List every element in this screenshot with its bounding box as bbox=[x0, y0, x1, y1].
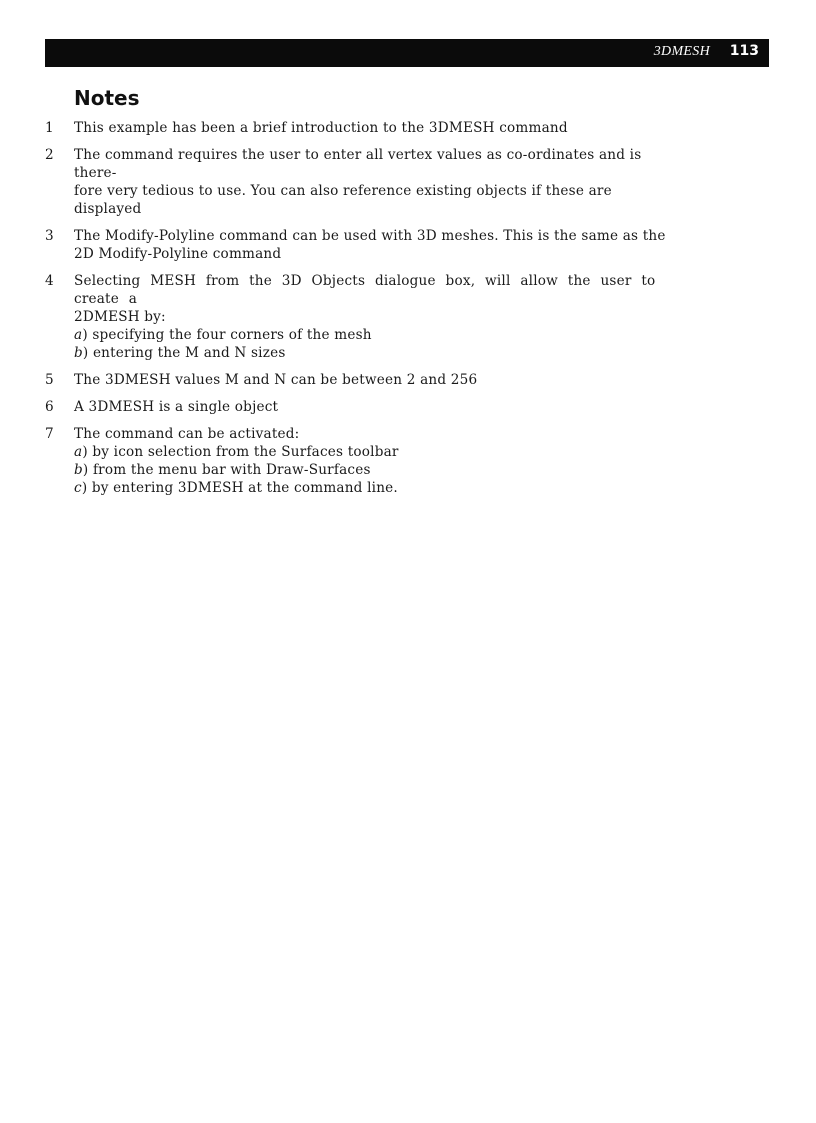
sub-item-text: from the menu bar with Draw-Surfaces bbox=[92, 462, 371, 478]
note-item-3 bbox=[45, 227, 668, 263]
notes-list bbox=[45, 119, 668, 506]
running-head: 3DMESH bbox=[653, 44, 710, 59]
note-text bbox=[74, 425, 668, 497]
note-text bbox=[74, 227, 668, 263]
sub-item: b) from the menu bar with Draw-Surfaces bbox=[74, 462, 371, 478]
note-text bbox=[74, 272, 668, 362]
note-line: The Modify-Polyline command can be used with 3D meshes. This is the same as the bbox=[74, 228, 666, 244]
page-number: 113 bbox=[729, 43, 759, 59]
sub-item-marker: b bbox=[74, 462, 83, 478]
sub-item-text: by icon selection from the Surfaces toolbar bbox=[92, 444, 399, 460]
sub-item-text: specifying the four corners of the mesh bbox=[92, 327, 372, 343]
note-item-1 bbox=[45, 119, 668, 137]
note-line: Selecting MESH from the 3D Objects dialogue box, will allow the user to create a bbox=[74, 273, 656, 307]
note-text: This example has been a brief introduction to the 3DMESH command bbox=[74, 120, 568, 136]
sub-item: b) entering the M and N sizes bbox=[74, 345, 286, 361]
sub-item: a) by icon selection from the Surfaces toolbar bbox=[74, 444, 399, 460]
note-line: 2DMESH by: bbox=[74, 309, 166, 325]
note-number: 4 bbox=[45, 273, 54, 289]
note-item-4 bbox=[45, 272, 668, 362]
note-text: A 3DMESH is a single object bbox=[74, 399, 279, 415]
note-number: 3 bbox=[45, 228, 54, 244]
note-text bbox=[74, 146, 668, 218]
sub-item-marker: b bbox=[74, 345, 83, 361]
sub-item-marker: c bbox=[74, 480, 82, 496]
note-number: 5 bbox=[45, 372, 54, 388]
sub-item-text: by entering 3DMESH at the command line. bbox=[91, 480, 398, 496]
note-number: 1 bbox=[45, 120, 54, 136]
note-line: The command can be activated: bbox=[74, 426, 300, 442]
note-item-7 bbox=[45, 425, 668, 497]
note-number: 2 bbox=[45, 147, 54, 163]
note-line: The command requires the user to enter all vertex values as co-ordinates and is there- bbox=[74, 147, 642, 181]
sub-item: a) specifying the four corners of the mesh bbox=[74, 327, 372, 343]
sub-item-marker: a bbox=[74, 444, 83, 460]
sub-item-marker: a bbox=[74, 327, 83, 343]
note-line: fore very tedious to use. You can also reference existing objects if these are displayed bbox=[74, 183, 612, 217]
sub-item-text: entering the M and N sizes bbox=[92, 345, 286, 361]
note-item-5 bbox=[45, 371, 668, 389]
note-text: The 3DMESH values M and N can be between 2 and 256 bbox=[74, 372, 478, 388]
note-number: 7 bbox=[45, 426, 54, 442]
note-item-2 bbox=[45, 146, 668, 218]
note-item-6 bbox=[45, 398, 668, 416]
section-title: Notes bbox=[74, 86, 140, 110]
running-header-bar bbox=[45, 39, 769, 67]
sub-item: c) by entering 3DMESH at the command line. bbox=[74, 480, 398, 496]
note-line: 2D Modify-Polyline command bbox=[74, 246, 282, 262]
note-number: 6 bbox=[45, 399, 54, 415]
